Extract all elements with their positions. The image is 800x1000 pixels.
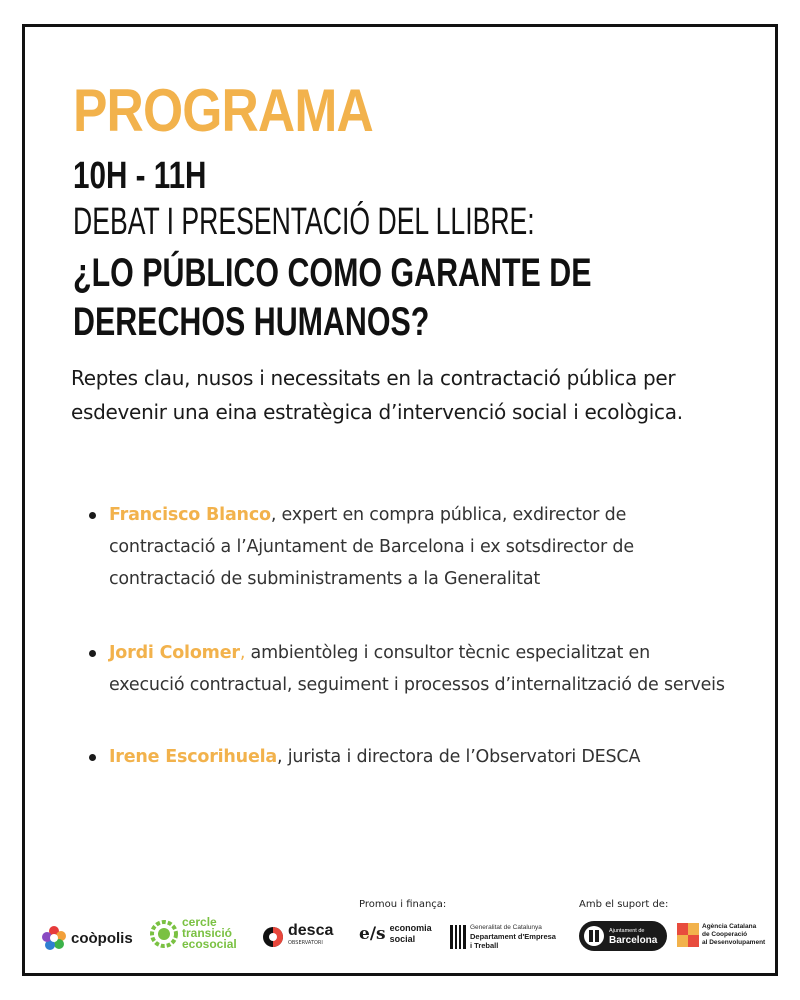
es-text: social [389,934,416,944]
speaker-name: Irene Escorihuela [109,747,278,767]
cercle-text: ecosocial [182,937,237,951]
cercle-text: transició [182,926,233,940]
speaker-name: Francisco Blanco [109,505,271,525]
speaker-name: Jordi Colomer [109,643,240,663]
section-label: PROGRAMA [73,77,373,144]
generalitat-logo [449,923,556,950]
event-title [73,249,591,347]
coopolis-logo [41,925,133,951]
ajuntament-text: Ajuntament de [609,928,645,934]
speaker-item [89,637,729,701]
desca-subtext: OBSERVATORI [288,940,323,946]
promou-label: Promou i finança: [359,899,447,910]
accd-text: al Desenvolupament [702,939,766,946]
footer-logos [39,899,769,979]
speaker-separator: , [277,747,283,767]
speaker-description: ambientòleg i consultor tècnic especialitzat en execució contractual, seguiment i processos d’internalització de serveis [109,643,725,695]
desca-text: desca [288,922,334,939]
speaker-description: jurista i directora de l’Observatori DESCA [282,747,641,767]
speaker-item [89,499,729,595]
ajuntament-icon [583,925,605,947]
generalitat-text: Generalitat de Catalunya [470,924,542,931]
ajuntament-logo [579,921,667,951]
coopolis-text: coòpolis [71,929,133,947]
event-title-line: DERECHOS HUMANOS? [73,300,430,344]
accd-text: de Cooperació [702,931,748,938]
cercle-logo [149,917,237,950]
bullet-icon [89,512,96,519]
bullet-icon [89,754,96,761]
accd-logo [677,923,765,947]
desca-logo [261,922,334,949]
es-text: economia [389,923,432,933]
es-mark: e/s [359,924,386,944]
generalitat-icon [449,924,467,950]
cercle-icon [149,919,179,949]
accd-icon [677,923,699,947]
desca-icon [261,925,285,949]
accd-text: Agència Catalana [702,923,757,930]
cercle-text: cercle [182,915,217,929]
event-title-line: ¿LO PÚBLICO COMO GARANTE DE [73,251,592,295]
suport-label: Amb el suport de: [579,899,669,910]
generalitat-text: i Treball [470,941,499,950]
speaker-description: expert en compra pública, exdirector de contractació a l’Ajuntament de Barcelona i ex sotsdirector de contractació de subministraments a la Generalitat [109,505,634,589]
generalitat-text: Departament d'Empresa [470,932,556,941]
coopolis-icon [41,925,67,951]
intro-text: Reptes clau, nusos i necessitats en la contractació pública per esdevenir una eina estratègica d’intervenció social i ecològica. [71,366,683,424]
event-subtitle: DEBAT I PRESENTACIÓ DEL LLIBRE: [73,201,535,243]
speaker-item [89,741,729,773]
speaker-separator: , [270,505,277,525]
ajuntament-text: Barcelona [609,935,658,946]
time-slot: 10H - 11H [73,155,207,197]
economia-social-logo [359,923,432,945]
poster-frame [22,24,778,976]
speaker-separator: , [239,643,246,663]
speaker-list [89,499,729,773]
bullet-icon [89,650,96,657]
